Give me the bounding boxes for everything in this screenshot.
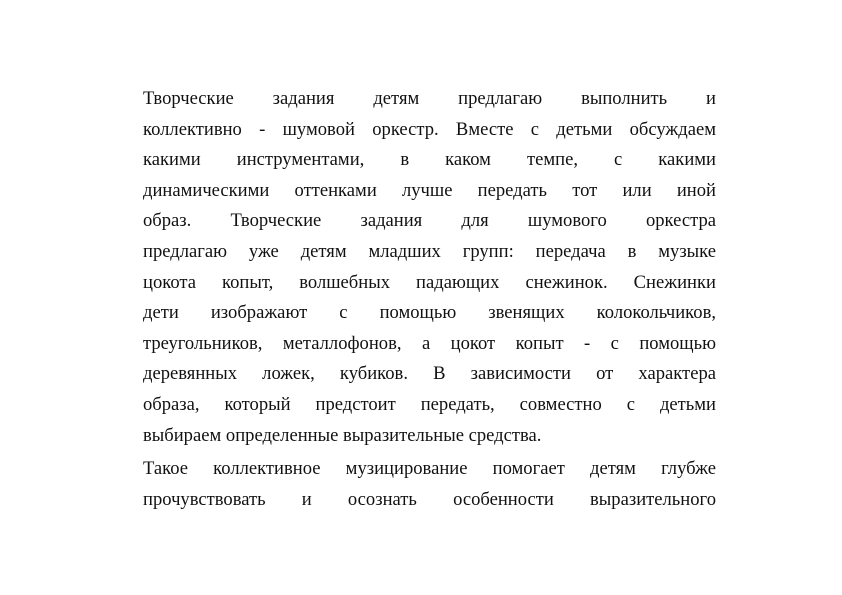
text-line: образ. Творческие задания для шумового оркестра: [143, 210, 716, 232]
text-line: цокота копыт, волшебных падающих снежинок. Снежинки: [143, 271, 716, 293]
text-line: дети изображают с помощью звенящих колокольчиков,: [143, 302, 716, 324]
text-line: Творческие задания детям предлагаю выполнить и: [143, 88, 716, 109]
text-line: прочувствовать и осознать особенности выразительного: [143, 488, 716, 510]
text-line: коллективно - шумовой оркестр. Вместе с детьми обсуждаем: [143, 118, 716, 140]
text-line: предлагаю уже детям младших групп: передача в музыке: [143, 240, 716, 262]
document-text: [143, 84, 716, 515]
text-line: какими инструментами, в каком темпе, с какими: [143, 149, 716, 171]
text-line: выбираем определенные выразительные средства.: [143, 424, 542, 446]
paragraph-2: [143, 454, 716, 515]
text-line: треугольников, металлофонов, а цокот копыт - с помощью: [143, 332, 716, 354]
text-line: динамическими оттенками лучше передать тот или иной: [143, 179, 716, 201]
text-line: деревянных ложек, кубиков. В зависимости от характера: [143, 363, 716, 385]
text-line: образа, который предстоит передать, совместно с детьми: [143, 393, 716, 415]
text-line: Такое коллективное музицирование помогает детям глубже: [143, 458, 716, 480]
paragraph-1: [143, 84, 716, 451]
